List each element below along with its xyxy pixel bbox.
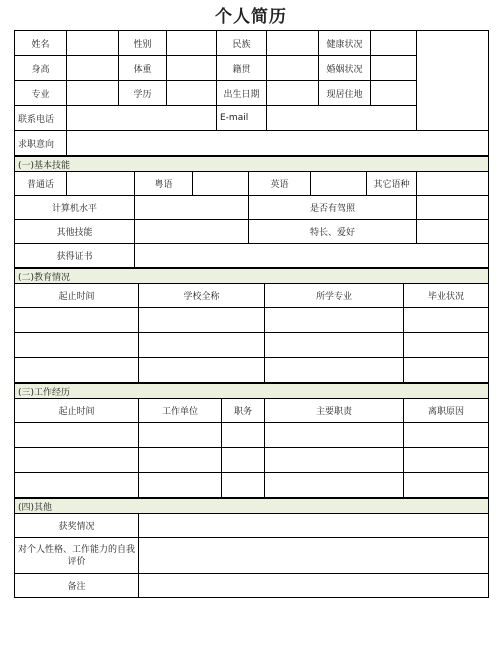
education-cell[interactable] bbox=[139, 333, 265, 358]
field-english[interactable] bbox=[311, 172, 367, 196]
field-name[interactable] bbox=[67, 31, 119, 56]
field-computer[interactable] bbox=[135, 196, 249, 220]
work-cell[interactable] bbox=[404, 473, 489, 498]
section-work-heading: (三)工作经历 bbox=[15, 384, 489, 399]
work-header-period: 起止时间 bbox=[15, 399, 139, 423]
field-major[interactable] bbox=[67, 81, 119, 106]
education-cell[interactable] bbox=[404, 308, 489, 333]
table-row bbox=[15, 473, 489, 498]
field-other-skills[interactable] bbox=[135, 220, 249, 244]
education-cell[interactable] bbox=[265, 358, 404, 383]
work-cell[interactable] bbox=[404, 448, 489, 473]
work-cell[interactable] bbox=[139, 423, 222, 448]
education-cell[interactable] bbox=[15, 333, 139, 358]
table-row bbox=[15, 358, 489, 383]
label-birth: 出生日期 bbox=[217, 81, 267, 106]
work-header-duties: 主要职责 bbox=[265, 399, 404, 423]
field-degree[interactable] bbox=[167, 81, 217, 106]
field-cantonese[interactable] bbox=[193, 172, 249, 196]
field-ethnicity[interactable] bbox=[267, 31, 319, 56]
work-cell[interactable] bbox=[265, 423, 404, 448]
label-mandarin: 普通话 bbox=[15, 172, 67, 196]
field-other-language[interactable] bbox=[417, 172, 489, 196]
label-certificates: 获得证书 bbox=[15, 244, 135, 268]
education-cell[interactable] bbox=[265, 308, 404, 333]
work-cell[interactable] bbox=[15, 473, 139, 498]
work-header-leave-reason: 离职原因 bbox=[404, 399, 489, 423]
field-birth[interactable] bbox=[267, 81, 319, 106]
field-height[interactable] bbox=[67, 56, 119, 81]
education-cell[interactable] bbox=[139, 308, 265, 333]
label-other-language: 其它语种 bbox=[367, 172, 417, 196]
field-marital[interactable] bbox=[371, 56, 417, 81]
section-other-heading: (四)其他 bbox=[15, 499, 489, 514]
label-residence: 现居住地 bbox=[319, 81, 371, 106]
education-header-school: 学校全称 bbox=[139, 284, 265, 308]
education-header-status: 毕业状况 bbox=[404, 284, 489, 308]
label-license: 是否有驾照 bbox=[249, 196, 417, 220]
table-row bbox=[15, 333, 489, 358]
label-health: 健康状况 bbox=[319, 31, 371, 56]
label-marital: 婚姻状况 bbox=[319, 56, 371, 81]
work-header-position: 职务 bbox=[222, 399, 265, 423]
field-hobbies[interactable] bbox=[417, 220, 489, 244]
education-header-period: 起止时间 bbox=[15, 284, 139, 308]
education-table bbox=[14, 268, 489, 383]
work-cell[interactable] bbox=[265, 448, 404, 473]
work-cell[interactable] bbox=[222, 423, 265, 448]
table-row bbox=[15, 308, 489, 333]
personal-info-table bbox=[14, 30, 489, 156]
label-remarks: 备注 bbox=[15, 574, 139, 598]
field-remarks[interactable] bbox=[139, 574, 489, 598]
education-cell[interactable] bbox=[404, 333, 489, 358]
field-gender[interactable] bbox=[167, 31, 217, 56]
work-table bbox=[14, 383, 489, 498]
field-email[interactable] bbox=[267, 106, 417, 131]
field-phone[interactable] bbox=[67, 106, 217, 131]
section-education-heading: (二)教育情况 bbox=[15, 269, 489, 284]
label-phone: 联系电话 bbox=[15, 106, 67, 131]
work-cell[interactable] bbox=[15, 448, 139, 473]
section-skills-heading: (一)基本技能 bbox=[15, 157, 489, 172]
work-header-company: 工作单位 bbox=[139, 399, 222, 423]
field-mandarin[interactable] bbox=[67, 172, 135, 196]
field-license[interactable] bbox=[417, 196, 489, 220]
label-degree: 学历 bbox=[119, 81, 167, 106]
label-email: E-mail bbox=[217, 106, 267, 131]
label-english: 英语 bbox=[249, 172, 311, 196]
education-cell[interactable] bbox=[15, 308, 139, 333]
label-height: 身高 bbox=[15, 56, 67, 81]
label-self-evaluation: 对个人性格、工作能力的自我评价 bbox=[15, 538, 139, 574]
label-major: 专业 bbox=[15, 81, 67, 106]
work-cell[interactable] bbox=[404, 423, 489, 448]
label-computer: 计算机水平 bbox=[15, 196, 135, 220]
field-weight[interactable] bbox=[167, 56, 217, 81]
label-ethnicity: 民族 bbox=[217, 31, 267, 56]
field-self-evaluation[interactable] bbox=[139, 538, 489, 574]
education-cell[interactable] bbox=[139, 358, 265, 383]
other-table bbox=[14, 498, 489, 598]
skills-table bbox=[14, 156, 489, 268]
label-weight: 体重 bbox=[119, 56, 167, 81]
field-certificates[interactable] bbox=[135, 244, 489, 268]
table-row bbox=[15, 448, 489, 473]
table-row bbox=[15, 423, 489, 448]
label-gender: 性别 bbox=[119, 31, 167, 56]
page-title: 个人简历 bbox=[215, 7, 287, 27]
work-cell[interactable] bbox=[222, 448, 265, 473]
field-intention[interactable] bbox=[67, 131, 489, 156]
label-awards: 获奖情况 bbox=[15, 514, 139, 538]
label-cantonese: 粤语 bbox=[135, 172, 193, 196]
label-native: 籍贯 bbox=[217, 56, 267, 81]
field-awards[interactable] bbox=[139, 514, 489, 538]
label-hobbies: 特长、爱好 bbox=[249, 220, 417, 244]
education-header-major: 所学专业 bbox=[265, 284, 404, 308]
education-cell[interactable] bbox=[15, 358, 139, 383]
label-other-skills: 其他技能 bbox=[15, 220, 135, 244]
education-cell[interactable] bbox=[404, 358, 489, 383]
resume-form bbox=[14, 30, 488, 598]
education-cell[interactable] bbox=[265, 333, 404, 358]
field-health[interactable] bbox=[371, 31, 417, 56]
work-cell[interactable] bbox=[139, 448, 222, 473]
field-native[interactable] bbox=[267, 56, 319, 81]
work-cell[interactable] bbox=[265, 473, 404, 498]
work-cell[interactable] bbox=[15, 423, 139, 448]
work-cell[interactable] bbox=[222, 473, 265, 498]
label-name: 姓名 bbox=[15, 31, 67, 56]
label-intention: 求职意向 bbox=[15, 131, 67, 156]
photo-box[interactable] bbox=[417, 31, 489, 131]
field-residence[interactable] bbox=[371, 81, 417, 106]
work-cell[interactable] bbox=[139, 473, 222, 498]
